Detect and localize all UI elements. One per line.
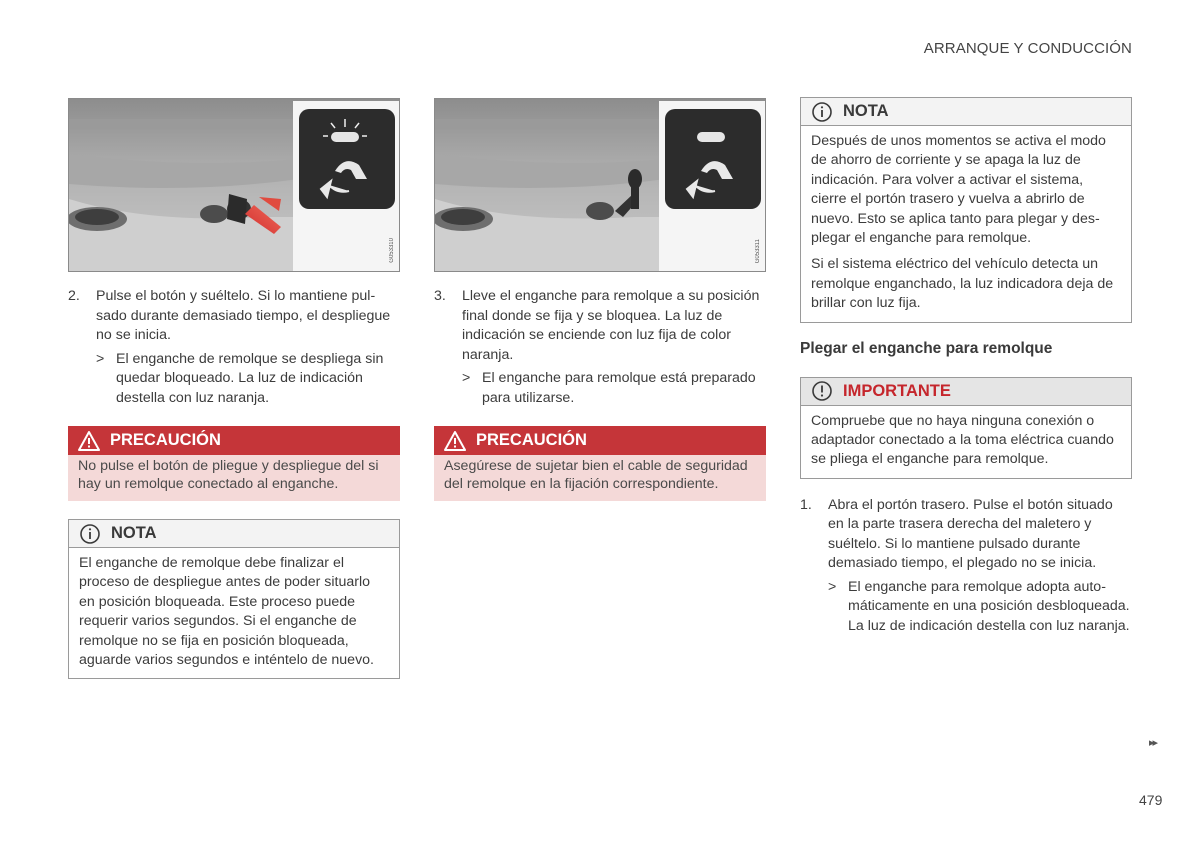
result-arrow-icon: >: [828, 578, 837, 595]
important-box: [800, 377, 1132, 479]
note-paragraph: Si el sistema eléctrico del vehículo detecta un remolque enganchado, la luz indicadora deja de brillar con luz fija.: [811, 256, 1114, 312]
caution-box: [68, 426, 400, 501]
column-2: [434, 98, 766, 501]
instruction-step: [68, 287, 400, 346]
step-result: [800, 578, 1132, 637]
warning-triangle-icon: [78, 430, 100, 452]
column-3: [800, 97, 1132, 636]
step-text: Abra el portón trasero. Pulse el botón situado en la parte trasera derecha del maletero y suéltelo. Si lo mantiene pulsado durante demasiado tiempo, el plegado no se inicia.: [828, 496, 1113, 572]
instruction-step: [434, 287, 766, 365]
result-text: El enganche para remolque está preparado para utilizarse.: [482, 370, 756, 406]
note-body: [801, 126, 1131, 322]
note-title: NOTA: [111, 524, 157, 542]
info-icon: [811, 101, 833, 123]
result-arrow-icon: >: [462, 370, 471, 386]
caution-text: No pulse el botón de pliegue y despliegue del si hay un remolque conectado al enganche.: [78, 458, 379, 492]
result-text: El enganche para remolque adopta automáticamente en una posición desbloqueada. La luz de indicación destella con luz naranja.: [848, 578, 1130, 634]
step-result: [68, 350, 400, 409]
exclamation-circle-icon: [811, 380, 833, 402]
note-header: [801, 98, 1131, 126]
note-text: El enganche de remolque debe finalizar el proceso de despliegue antes de poder situarlo en posición bloqueada. Este proceso puede requerir varios segundos. Si el enganche de remolque no se fija en posición bloqueada, aguarde varios segundos e inténtelo de nuevo.: [79, 555, 375, 669]
caution-text: Asegúrese de sujetar bien el cable de seguridad del remolque en la fijación correspondiente.: [444, 458, 748, 492]
caution-header: [68, 426, 400, 455]
section-subheading: Plegar el enganche para remolque: [800, 339, 1053, 357]
important-header: [801, 378, 1131, 406]
note-box: [800, 97, 1132, 323]
illustration-tow-hook-unfolding: [68, 98, 400, 272]
result-text: El enganche de remolque se despliega sin quedar bloqueado. La luz de indicación destella con luz naranja.: [116, 350, 384, 406]
important-text: Compruebe que no haya ninguna conexión o adaptador conectado a la toma eléctrica cuando se pliega el enganche para remolque.: [811, 412, 1114, 468]
step-number: 3.: [434, 288, 446, 304]
section-title: ARRANQUE Y CONDUCCIÓN: [923, 40, 1132, 57]
column-1: [68, 98, 400, 679]
tow-hook-unfolding-drawing: [69, 99, 400, 272]
step-result: [434, 369, 766, 408]
step-number: 2.: [68, 288, 80, 304]
caution-title: PRECAUCIÓN: [476, 431, 587, 449]
caution-title: PRECAUCIÓN: [110, 431, 221, 449]
note-title: NOTA: [843, 102, 889, 120]
caution-box: [434, 426, 766, 501]
caution-header: [434, 426, 766, 455]
note-header: [69, 520, 399, 548]
next-page-marker-icon: ▸▸: [1149, 737, 1157, 749]
result-arrow-icon: >: [96, 350, 105, 367]
step-number: 1.: [800, 496, 812, 513]
illustration-tow-hook-locked: [434, 98, 766, 272]
note-box: [68, 519, 400, 679]
warning-triangle-icon: [444, 430, 466, 452]
figure-code: G053311: [755, 238, 761, 263]
step-text: Lleve el enganche para remolque a su posición final donde se fija y se bloquea. La luz de indicación se enciende con luz fija de color naranja.: [462, 288, 760, 363]
figure-code: G053310: [389, 238, 395, 263]
instruction-step: [800, 496, 1132, 574]
info-icon: [79, 523, 101, 545]
note-paragraph: Después de unos momentos se activa el modo de ahorro de corriente y se apaga la luz de indicación. Para volver a activar el sistema, cierre el portón trasero y vuelva a abrirlo de nuevo. Esto se aplica tanto para plegar y desplegar el enganche para remolque.: [811, 133, 1106, 247]
step-text: Pulse el botón y suéltelo. Si lo mantiene pulsado durante demasiado tiempo, el despliegue no se inicia.: [96, 288, 391, 343]
important-title: IMPORTANTE: [843, 381, 951, 400]
tow-hook-locked-drawing: [435, 99, 766, 272]
page-number: 479: [1139, 792, 1163, 808]
